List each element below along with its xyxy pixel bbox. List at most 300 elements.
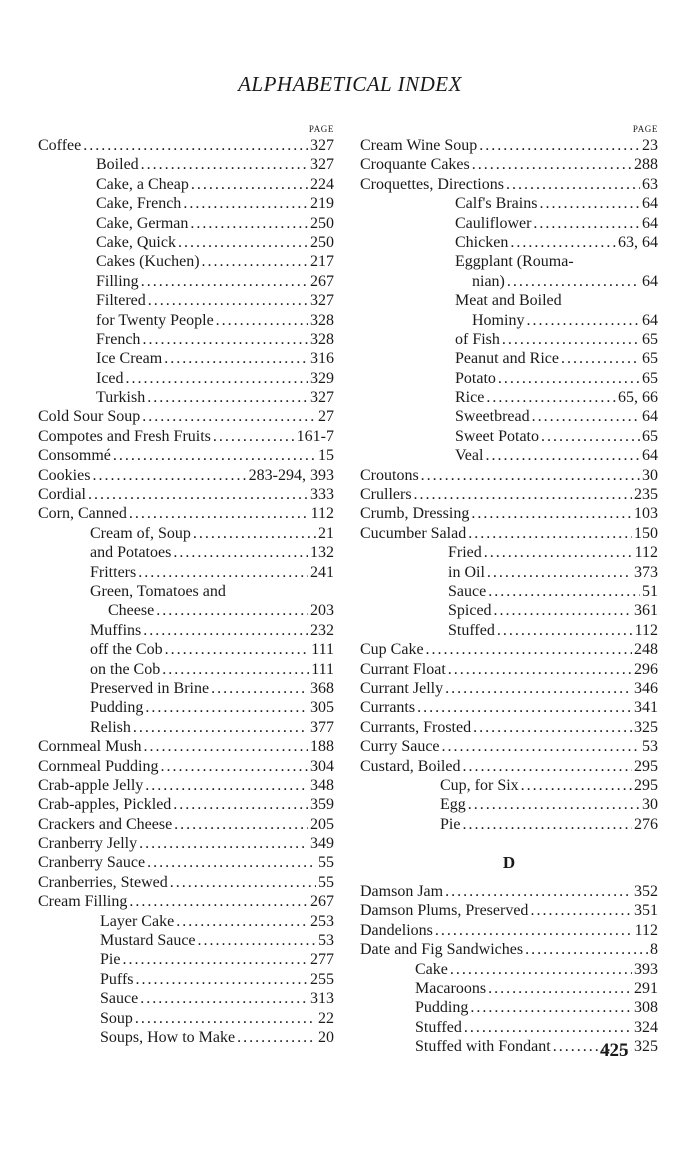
dot-leader xyxy=(561,349,640,368)
entry-label: Muffins xyxy=(90,621,142,639)
dot-leader xyxy=(237,1028,316,1047)
index-entry xyxy=(38,233,334,252)
dot-leader xyxy=(83,136,308,155)
dot-leader xyxy=(468,795,640,814)
index-entry xyxy=(38,446,334,465)
dot-leader xyxy=(442,737,640,756)
dot-leader xyxy=(170,873,316,892)
entry-label: Cheese xyxy=(108,602,155,620)
entry-label: Fritters xyxy=(90,563,137,581)
entry-label: Pudding xyxy=(415,999,469,1017)
index-entry xyxy=(360,621,658,640)
entry-page-ref: 267 xyxy=(310,272,334,290)
index-entry xyxy=(360,214,658,233)
entry-label: nian) xyxy=(472,272,505,290)
entry-page-ref: 324 xyxy=(634,1018,658,1036)
index-entry xyxy=(360,718,658,737)
entry-label: Compotes and Fresh Fruits xyxy=(38,427,211,445)
dot-leader xyxy=(450,960,632,979)
dot-leader xyxy=(145,698,308,717)
entry-page-ref: 250 xyxy=(310,233,334,251)
entry-page-ref: 30 xyxy=(642,466,658,484)
dot-leader xyxy=(138,563,308,582)
entry-label: Cranberries, Stewed xyxy=(38,873,168,891)
entry-label: Fried xyxy=(448,544,482,562)
index-entry xyxy=(38,912,334,931)
entry-label: Cake, French xyxy=(96,195,182,213)
entry-label: on the Cob xyxy=(90,660,161,678)
dot-leader xyxy=(417,698,632,717)
index-entry xyxy=(38,931,334,950)
entry-page-ref: 277 xyxy=(310,951,334,969)
entry-page-ref: 65 xyxy=(642,350,658,368)
entry-label: Relish xyxy=(90,718,131,736)
entry-label: Cup, for Six xyxy=(440,776,519,794)
dot-leader xyxy=(479,136,640,155)
entry-label: Cookies xyxy=(38,466,91,484)
index-entry xyxy=(360,960,658,979)
entry-page-ref: 53 xyxy=(642,738,658,756)
entry-page-ref: 112 xyxy=(634,544,658,562)
entry-page-ref: 349 xyxy=(310,835,334,853)
entry-page-ref: 250 xyxy=(310,214,334,232)
entry-page-ref: 55 xyxy=(318,854,334,872)
entry-label: Turkish xyxy=(96,389,146,407)
entry-page-ref: 348 xyxy=(310,776,334,794)
dot-leader xyxy=(470,998,632,1017)
dot-leader xyxy=(147,388,308,407)
index-entry xyxy=(38,194,334,213)
entry-label: Macaroons xyxy=(415,980,487,998)
entry-page-ref: 23 xyxy=(642,137,658,154)
index-entry xyxy=(360,921,658,940)
entry-page-ref: 255 xyxy=(310,970,334,988)
entry-label: Cakes (Kuchen) xyxy=(96,253,200,271)
entry-page-ref: 327 xyxy=(310,389,334,407)
entry-page-ref: 295 xyxy=(634,757,658,775)
entry-page-ref: 288 xyxy=(634,156,658,174)
dot-leader xyxy=(190,214,308,233)
index-entry xyxy=(38,795,334,814)
entry-label: Boiled xyxy=(96,156,139,174)
dot-leader xyxy=(213,427,295,446)
entry-label: of Fish xyxy=(455,330,500,348)
dot-leader xyxy=(211,679,308,698)
index-entry xyxy=(38,621,334,640)
entry-page-ref: 224 xyxy=(310,175,334,193)
entry-label: Cornmeal Pudding xyxy=(38,757,159,775)
entry-label: Croquante Cakes xyxy=(360,156,470,174)
entry-label: Cake, German xyxy=(96,214,189,232)
entry-label: Crumb, Dressing xyxy=(360,505,470,523)
entry-label: Calf's Brains xyxy=(455,195,538,213)
entry-page-ref: 341 xyxy=(634,699,658,717)
index-entry xyxy=(38,853,334,872)
entry-page-ref: 111 xyxy=(311,660,334,678)
index-entry xyxy=(38,252,334,271)
index-entry xyxy=(360,369,658,388)
dot-leader xyxy=(144,737,308,756)
entry-page-ref: 205 xyxy=(310,815,334,833)
index-entry xyxy=(360,136,658,155)
index-entry xyxy=(360,901,658,920)
index-entry xyxy=(360,272,658,291)
index-entry xyxy=(360,582,658,601)
index-entry xyxy=(360,882,658,901)
entry-page-ref: 361 xyxy=(634,602,658,620)
dot-leader xyxy=(445,882,632,901)
dot-leader xyxy=(88,485,308,504)
index-entry xyxy=(360,563,658,582)
dot-leader xyxy=(507,272,640,291)
index-entry xyxy=(360,291,658,310)
entry-label: Crab-apples, Pickled xyxy=(38,796,172,814)
index-entry xyxy=(360,349,658,368)
index-entry xyxy=(38,427,334,446)
entry-page-ref: 267 xyxy=(310,893,334,911)
entry-label: Date and Fig Sandwiches xyxy=(360,941,524,959)
dot-leader xyxy=(502,330,640,349)
entry-label: Cucumber Salad xyxy=(360,524,467,542)
entry-label: Egg xyxy=(440,796,466,814)
entry-page-ref: 64 xyxy=(642,447,658,465)
dot-leader xyxy=(183,194,308,213)
entry-label: Filling xyxy=(96,272,139,290)
entry-label: Pie xyxy=(440,815,461,833)
entry-label: Pudding xyxy=(90,699,144,717)
entry-page-ref: 64 xyxy=(642,272,658,290)
entry-page-ref: 132 xyxy=(310,544,334,562)
dot-leader xyxy=(143,621,308,640)
dot-leader xyxy=(541,427,640,446)
index-entry xyxy=(38,524,334,543)
index-entry xyxy=(360,427,658,446)
entry-page-ref: 304 xyxy=(310,757,334,775)
index-entry xyxy=(38,660,334,679)
entry-page-ref: 253 xyxy=(310,912,334,930)
dot-leader xyxy=(141,272,308,291)
dot-leader xyxy=(525,940,648,959)
index-entry xyxy=(360,998,658,1017)
dot-leader xyxy=(445,679,632,698)
index-entry xyxy=(38,291,334,310)
entry-page-ref: 8 xyxy=(650,941,658,959)
entry-label: Potato xyxy=(455,369,496,387)
entry-label: Veal xyxy=(455,447,484,465)
dot-leader xyxy=(156,601,308,620)
entry-label: for Twenty People xyxy=(96,311,214,329)
dot-leader xyxy=(191,175,308,194)
index-entry xyxy=(38,950,334,969)
dot-leader xyxy=(426,640,632,659)
entry-page-ref: 328 xyxy=(310,330,334,348)
index-entry xyxy=(38,1009,334,1028)
entry-page-ref: 217 xyxy=(310,253,334,271)
dot-leader xyxy=(164,349,308,368)
index-entry xyxy=(38,776,334,795)
dot-leader xyxy=(484,543,633,562)
entry-label: Cornmeal Mush xyxy=(38,738,142,756)
index-entry xyxy=(360,466,658,485)
dot-leader xyxy=(148,291,308,310)
dot-leader xyxy=(497,621,633,640)
entry-page-ref: 368 xyxy=(310,679,334,697)
entry-label: and Potatoes xyxy=(90,544,172,562)
entry-label: Cranberry Jelly xyxy=(38,835,138,853)
entry-label: French xyxy=(96,330,141,348)
entry-page-ref: 325 xyxy=(634,1038,658,1056)
entry-label: Currant Jelly xyxy=(360,679,444,697)
entry-page-ref: 359 xyxy=(310,796,334,814)
index-entry xyxy=(360,524,658,543)
dot-leader xyxy=(448,660,632,679)
entry-label: Peanut and Rice xyxy=(455,350,559,368)
entry-label: Cranberry Sauce xyxy=(38,854,146,872)
dot-leader xyxy=(464,1018,632,1037)
entry-label: Sweet Potato xyxy=(455,427,539,445)
entry-page-ref: 64 xyxy=(642,214,658,232)
index-entry xyxy=(38,679,334,698)
index-column-left xyxy=(38,122,334,1047)
entry-label: Filtered xyxy=(96,292,146,310)
entry-page-ref: 276 xyxy=(634,815,658,833)
entry-page-ref: 20 xyxy=(318,1028,334,1046)
entry-label: Cake xyxy=(415,960,448,978)
dot-leader xyxy=(487,563,632,582)
entry-label: Sweetbread xyxy=(455,408,530,426)
entry-label: Cake, Quick xyxy=(96,233,176,251)
entry-label: Croutons xyxy=(360,466,419,484)
index-entry xyxy=(38,388,334,407)
entry-page-ref: 352 xyxy=(634,883,658,901)
entry-page-ref: 161-7 xyxy=(296,427,334,445)
index-entry xyxy=(360,1018,658,1037)
entry-page-ref: 63 xyxy=(642,175,658,193)
entry-page-ref: 112 xyxy=(310,505,334,523)
dot-leader xyxy=(462,815,632,834)
index-entry xyxy=(360,795,658,814)
entry-page-ref: 325 xyxy=(634,718,658,736)
entry-label: Sauce xyxy=(448,582,487,600)
entry-page-ref: 248 xyxy=(634,641,658,659)
dot-leader xyxy=(202,252,308,271)
dot-leader xyxy=(473,718,632,737)
dot-leader xyxy=(539,194,640,213)
dot-leader xyxy=(471,504,632,523)
index-entry xyxy=(38,311,334,330)
index-entry xyxy=(360,737,658,756)
entry-page-ref: 327 xyxy=(310,137,334,154)
dot-leader xyxy=(530,901,632,920)
entry-page-ref: 64 xyxy=(642,195,658,213)
entry-label: Cup Cake xyxy=(360,641,424,659)
entry-label: Ice Cream xyxy=(96,350,163,368)
index-entry xyxy=(360,175,658,194)
entry-label: Coffee xyxy=(38,137,82,154)
index-entry xyxy=(360,940,658,959)
index-entry xyxy=(38,718,334,737)
index-entry xyxy=(38,272,334,291)
entry-page-ref: 327 xyxy=(310,156,334,174)
entry-label: Rice xyxy=(455,389,485,407)
dot-leader xyxy=(178,233,308,252)
entry-page-ref: 63, 64 xyxy=(618,233,658,251)
entry-label: Corn, Canned xyxy=(38,505,127,523)
entry-page-ref: 393 xyxy=(634,960,658,978)
index-entry xyxy=(360,815,658,834)
index-entry xyxy=(38,834,334,853)
index-entry xyxy=(38,504,334,523)
entry-label: Cream of, Soup xyxy=(90,524,191,542)
entry-page-ref: 53 xyxy=(318,932,334,950)
entry-page-ref: 150 xyxy=(634,524,658,542)
index-entry xyxy=(360,757,658,776)
entry-label: Dandelions xyxy=(360,921,433,939)
index-entry xyxy=(38,815,334,834)
dot-leader xyxy=(193,524,316,543)
dot-leader xyxy=(126,369,308,388)
entry-page-ref: 30 xyxy=(642,796,658,814)
entry-label: Stuffed xyxy=(415,1018,462,1036)
entry-label: Soup xyxy=(100,1009,133,1027)
page-column-label: PAGE xyxy=(308,124,334,134)
index-entry xyxy=(360,698,658,717)
entry-label: Cake, a Cheap xyxy=(96,175,189,193)
entry-label: Chicken xyxy=(455,233,509,251)
entry-label: Consommé xyxy=(38,447,111,465)
entry-page-ref: 377 xyxy=(310,718,334,736)
index-entry xyxy=(360,252,658,271)
entry-label: Spiced xyxy=(448,602,492,620)
index-entry xyxy=(38,369,334,388)
index-entry xyxy=(360,776,658,795)
dot-leader xyxy=(468,524,632,543)
index-entry xyxy=(38,582,334,601)
dot-leader xyxy=(113,446,316,465)
entry-label: Preserved in Brine xyxy=(90,679,210,697)
index-entry xyxy=(360,679,658,698)
index-entry xyxy=(38,989,334,1008)
entry-page-ref: 65 xyxy=(642,427,658,445)
index-entry xyxy=(38,155,334,174)
entry-page-ref: 188 xyxy=(310,738,334,756)
entry-label: Croquettes, Directions xyxy=(360,175,504,193)
dot-leader xyxy=(488,979,632,998)
entry-page-ref: 65 xyxy=(642,369,658,387)
entry-page-ref: 15 xyxy=(318,447,334,465)
index-entry xyxy=(38,757,334,776)
index-entry xyxy=(360,640,658,659)
dot-leader xyxy=(92,466,246,485)
dot-leader xyxy=(129,504,309,523)
index-entry xyxy=(360,660,658,679)
index-entry xyxy=(38,737,334,756)
entry-label: Cold Sour Soup xyxy=(38,408,141,426)
dot-leader xyxy=(165,640,310,659)
entry-page-ref: 346 xyxy=(634,679,658,697)
index-entry xyxy=(360,194,658,213)
index-entry xyxy=(360,407,658,426)
entry-page-ref: 373 xyxy=(634,563,658,581)
entry-label: in Oil xyxy=(448,563,485,581)
index-entry xyxy=(38,640,334,659)
entry-page-ref: 112 xyxy=(634,621,658,639)
entry-list-right-c xyxy=(360,136,658,834)
entry-label: Meat and Boiled xyxy=(455,292,562,310)
entry-page-ref: 351 xyxy=(634,902,658,920)
entry-label: Cordial xyxy=(38,486,86,504)
entry-list-right-d xyxy=(360,882,658,1057)
entry-page-ref: 65 xyxy=(642,330,658,348)
dot-leader xyxy=(216,311,308,330)
index-entry xyxy=(38,407,334,426)
entry-page-ref: 327 xyxy=(310,292,334,310)
index-entry xyxy=(38,873,334,892)
entry-page-ref: 235 xyxy=(634,486,658,504)
dot-leader xyxy=(139,834,308,853)
entry-page-ref: 64 xyxy=(642,311,658,329)
dot-leader xyxy=(135,1009,316,1028)
dot-leader xyxy=(506,175,640,194)
dot-leader xyxy=(462,757,632,776)
entry-page-ref: 333 xyxy=(310,486,334,504)
dot-leader xyxy=(485,446,640,465)
index-entry xyxy=(38,330,334,349)
entry-label: Cream Wine Soup xyxy=(360,137,478,154)
entry-label: Eggplant (Rouma- xyxy=(455,253,574,271)
entry-page-ref: 27 xyxy=(318,408,334,426)
dot-leader xyxy=(176,912,308,931)
entry-list-left xyxy=(38,136,334,1047)
index-entry xyxy=(360,388,658,407)
index-entry xyxy=(38,214,334,233)
entry-page-ref: 51 xyxy=(642,582,658,600)
dot-leader xyxy=(532,407,640,426)
dot-leader xyxy=(145,776,308,795)
dot-leader xyxy=(122,950,308,969)
entry-label: Soups, How to Make xyxy=(100,1028,236,1046)
entry-label: Layer Cake xyxy=(100,912,175,930)
dot-leader xyxy=(133,718,308,737)
entry-page-ref: 328 xyxy=(310,311,334,329)
dot-leader xyxy=(488,582,640,601)
index-entry xyxy=(360,543,658,562)
entry-page-ref: 111 xyxy=(311,641,334,659)
entry-label: off the Cob xyxy=(90,641,163,659)
entry-page-ref: 241 xyxy=(310,563,334,581)
dot-leader xyxy=(173,795,308,814)
index-entry xyxy=(38,601,334,620)
dot-leader xyxy=(521,776,632,795)
dot-leader xyxy=(498,369,640,388)
entry-page-ref: 295 xyxy=(634,776,658,794)
index-entry xyxy=(38,892,334,911)
entry-page-ref: 22 xyxy=(318,1009,334,1027)
dot-leader xyxy=(147,853,316,872)
entry-page-ref: 308 xyxy=(634,999,658,1017)
index-entry xyxy=(38,563,334,582)
dot-leader xyxy=(141,155,308,174)
index-entry xyxy=(38,485,334,504)
dot-leader xyxy=(494,601,632,620)
index-entry xyxy=(360,446,658,465)
dot-leader xyxy=(435,921,633,940)
index-entry xyxy=(360,311,658,330)
index-entry xyxy=(360,504,658,523)
entry-page-ref: 296 xyxy=(634,660,658,678)
entry-label: Currants xyxy=(360,699,416,717)
dot-leader xyxy=(140,989,308,1008)
